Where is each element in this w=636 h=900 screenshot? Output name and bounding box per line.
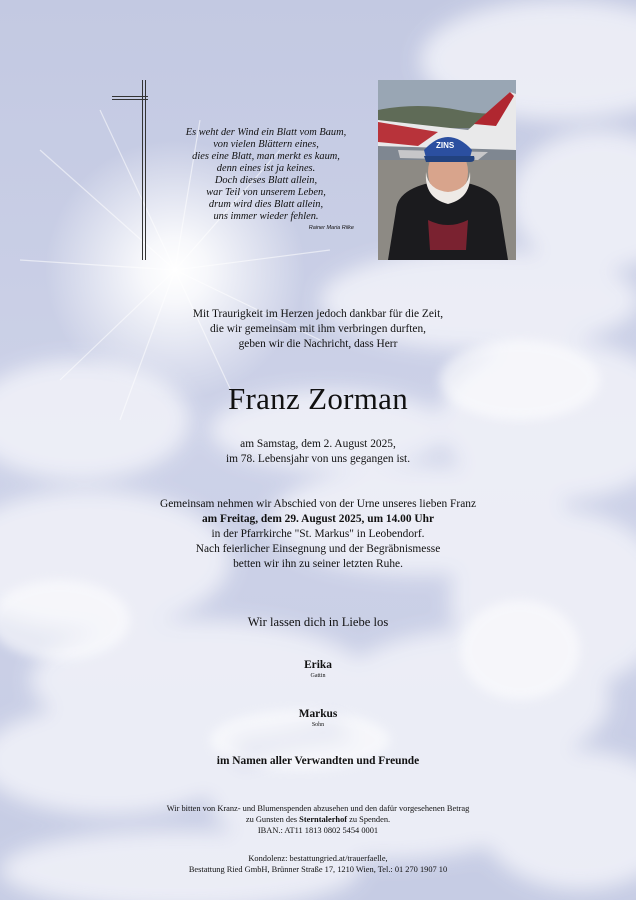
poem-line: Es weht der Wind ein Blatt vom Baum, (185, 127, 347, 138)
poem-line: von vielen Blättern eines, (213, 139, 319, 150)
intro-line: geben wir die Nachricht, dass Herr (238, 338, 398, 350)
funeral-date: am Freitag, dem 29. August 2025, um 14.00 Uhr (201, 513, 435, 525)
farewell-line: Nach feierlicher Einsegnung und der Begräbnismesse (195, 543, 441, 555)
deceased-name: Franz Zorman (227, 381, 409, 416)
poem-line: dies eine Blatt, man merkt es kaum, (192, 151, 340, 162)
donation-line: Wir bitten von Kranz- und Blumenspenden abzusehen und den dafür vorgesehenen Betrag (166, 804, 470, 813)
farewell-line: betten wir ihn zu seiner letzten Ruhe. (233, 558, 403, 570)
funeral-details (0, 497, 636, 572)
mourner-role: Gattin (310, 673, 326, 679)
poem-author: Rainer Maria Rilke (308, 225, 354, 231)
poem-line: war Teil von unserem Leben, (206, 187, 326, 198)
cap-text: ZINS (436, 141, 455, 150)
poem-line: denn eines ist ja keines. (216, 163, 316, 174)
death-line: am Samstag, dem 2. August 2025, (240, 438, 396, 450)
mourner-role: Sohn (311, 722, 325, 728)
death-notice (0, 437, 636, 467)
mourner-name: Erika (304, 659, 332, 671)
funeral-home-line: Bestattung Ried GmbH, Brünner Straße 17, 1210 Wien, Tel.: 01 270 1907 10 (188, 865, 448, 874)
mourner-name: Markus (298, 708, 338, 720)
mourner (0, 659, 636, 680)
intro-line: Mit Traurigkeit im Herzen jedoch dankbar für die Zeit, (192, 308, 444, 320)
poem-line: drum wird dies Blatt allein, (208, 199, 324, 210)
charity-name: Sterntalerhof (299, 815, 348, 824)
poem-line: Doch dieses Blatt allein, (214, 175, 318, 186)
iban: IBAN.: AT11 1813 0802 5454 0001 (257, 826, 379, 835)
condolence-line: Kondolenz: bestattungried.at/trauerfaelle, (248, 854, 388, 863)
death-line: im 78. Lebensjahr von uns gegangen ist. (225, 453, 411, 465)
poem (160, 127, 372, 233)
relatives-line: im Namen aller Verwandten und Freunde (216, 755, 420, 767)
donation-line (0, 814, 636, 825)
farewell-line: Gemeinsam nehmen wir Abschied von der Urne unseres lieben Franz (160, 498, 476, 510)
donation-note (0, 803, 636, 836)
donation-prefix: zu Gunsten des (245, 815, 298, 824)
donation-suffix: zu Spenden. (349, 815, 391, 824)
farewell-line: in der Pfarrkirche "St. Markus" in Leobendorf. (211, 528, 425, 540)
cross-icon (112, 80, 148, 260)
poem-line: uns immer wieder fehlen. (213, 211, 319, 222)
mourner (0, 708, 636, 729)
motto: Wir lassen dich in Liebe los (247, 615, 389, 629)
contact-info (0, 853, 636, 875)
intro-line: die wir gemeinsam mit ihm verbringen durften, (209, 323, 427, 335)
portrait-photo (378, 80, 516, 260)
intro-text (0, 307, 636, 352)
